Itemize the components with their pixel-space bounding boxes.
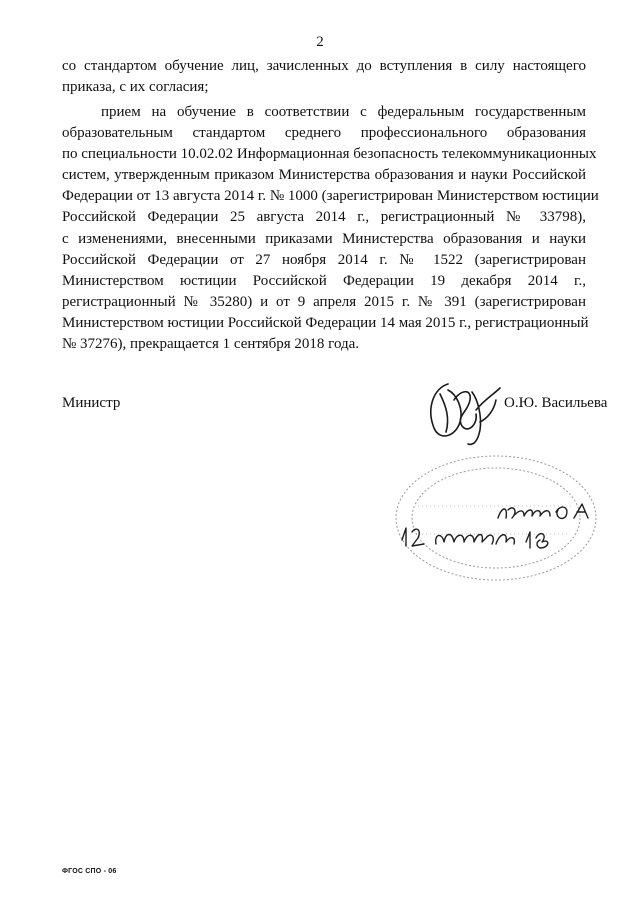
text-line: регистрационный № 35280) и от 9 апреля 2015 г. № 391 (зарегистрирован <box>62 294 586 310</box>
footer-document-code: ФГОС СПО - 06 <box>62 868 117 875</box>
text-line: Российской Федерации от 27 ноября 2014 г. № 1522 (зарегистрирован <box>62 252 586 268</box>
text-line: образовательным стандартом среднего профессионального образования <box>62 125 586 141</box>
text-line: с изменениями, внесенными приказами Министерства образования и науки <box>62 231 586 247</box>
handwritten-signature <box>420 370 510 450</box>
signatory-title: Министр <box>62 395 121 411</box>
text-line: со стандартом обучение лиц, зачисленных до вступления в силу настоящего <box>62 58 586 74</box>
page-number: 2 <box>316 34 324 50</box>
text-line: прием на обучение в соответствии с федеральным государственным <box>101 104 586 120</box>
text-line: приказа, с их согласия; <box>62 79 209 95</box>
text-line: Федерации от 13 августа 2014 г. № 1000 (зарегистрирован Министерством юстиции <box>62 188 599 204</box>
text-line: Министерством юстиции Российской Федерации 14 мая 2015 г., регистрационный <box>62 315 589 331</box>
stamp-seal <box>378 446 608 591</box>
text-line: № 37276), прекращается 1 сентября 2018 года. <box>62 336 360 352</box>
signatory-name: О.Ю. Васильева <box>504 395 608 411</box>
text-line: по специальности 10.02.02 Информационная безопасность телекоммуникационных <box>62 146 597 162</box>
text-line: Российской Федерации 25 августа 2014 г., регистрационный № 33798), <box>62 209 586 225</box>
text-line: систем, утвержденным приказом Министерства образования и науки Российской <box>62 167 586 183</box>
text-line: Министерством юстиции Российской Федерации 19 декабря 2014 г., <box>62 273 586 289</box>
